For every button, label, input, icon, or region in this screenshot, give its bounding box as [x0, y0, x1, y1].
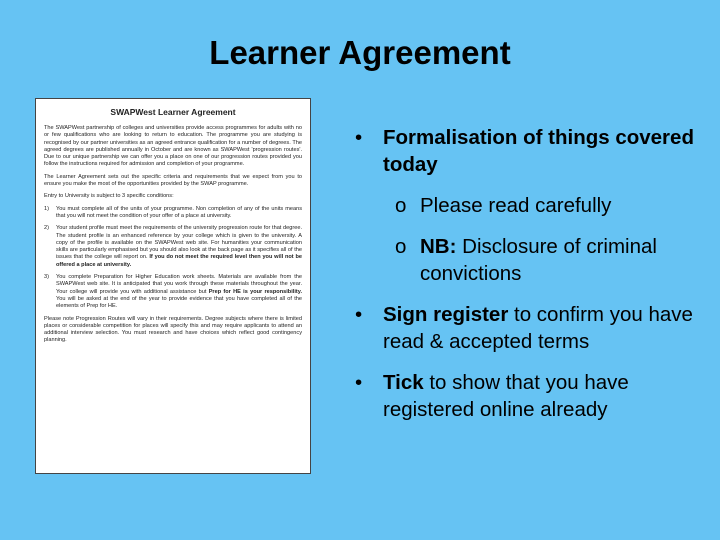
bullet-text: Tick to show that you have registered online already: [383, 371, 629, 421]
sub-bullet-text: NB: Disclosure of criminal convictions: [420, 235, 657, 285]
bullet-text: Sign register to confirm you have read & accepted terms: [383, 303, 693, 353]
document-paragraph: Entry to University is subject to 3 specific conditions:: [44, 193, 174, 200]
condition-item: [44, 206, 302, 221]
learner-agreement-document-image: [35, 98, 311, 474]
condition-number: 3): [44, 274, 49, 281]
document-paragraph: Please note Progression Routes will vary in their requirements. Degree subjects where there is limited places or considerable competition for places will specify this and may require applicants to attend an additional interview selection. You must research and have choices which reflect good contingency planning.: [44, 315, 302, 344]
slide-title: Learner Agreement: [209, 34, 511, 71]
bullet-marker: •: [355, 371, 363, 394]
condition-number: 1): [44, 205, 49, 212]
bullet-text: Formalisation of things covered today: [383, 126, 694, 176]
bullet-item: [355, 124, 705, 178]
sub-bullet-marker: o: [395, 194, 407, 217]
bullet-list: [355, 124, 705, 437]
condition-text: Your student profile must meet the requirements of the university progression route for that degree. The student profile is an enhanced reference by your college which is given to the university. A copy of the profile is available on the SWAPWest web site. For humanities your communication skills are particularly emphasised but you should also look at the back page as it specifies all of the issues that the college will report on. If you do not meet the required level then you will not be offered a place at university.: [56, 225, 302, 268]
sub-bullet-item: [395, 233, 705, 287]
condition-number: 2): [44, 225, 49, 232]
bullet-marker: •: [355, 126, 363, 149]
document-paragraph: The SWAPWest partnership of colleges and universities provide access programmes for adults with no or few qualifications who are looking to return to education. The programme you are studying is recognised by our partner universities as an agreed entrance qualification for a number of degrees. The agreed degrees are published annually in October and are known as SWAPWest 'progression routes'. Due to our unique partnership we can offer you a place on one of our progression routes provided you follow the instructions required for admission and completion of your programme.: [44, 125, 302, 168]
sub-bullet-item: [395, 192, 705, 219]
document-paragraph: The Learner Agreement sets out the specific criteria and requirements that we expect from you to ensure you make the most of the opportunities provided by the SWAP programme.: [44, 173, 302, 188]
document-title: SWAPWest Learner Agreement: [110, 107, 236, 117]
condition-text: You must complete all of the units of your programme. Non completion of any of the units means that you will not meet the condition of your offer of a place at university.: [56, 205, 302, 219]
bullet-item: [355, 301, 705, 355]
condition-text: You complete Preparation for Higher Education work sheets. Materials are available from the SWAPWest web site. It is anticipated that you work through these materials throughout the year. Your college will provide you with additional assistance but Prep for HE is your responsibility. You will be asked at the end of the year to provide evidence that you have completed all of the elements of Prep for HE.: [56, 274, 303, 310]
bullet-item: [355, 369, 705, 423]
condition-item: [44, 274, 302, 310]
sub-bullet-marker: o: [395, 235, 407, 258]
sub-bullet-text: Please read carefully: [420, 194, 612, 217]
condition-item: [44, 225, 302, 269]
bullet-marker: •: [355, 303, 363, 326]
